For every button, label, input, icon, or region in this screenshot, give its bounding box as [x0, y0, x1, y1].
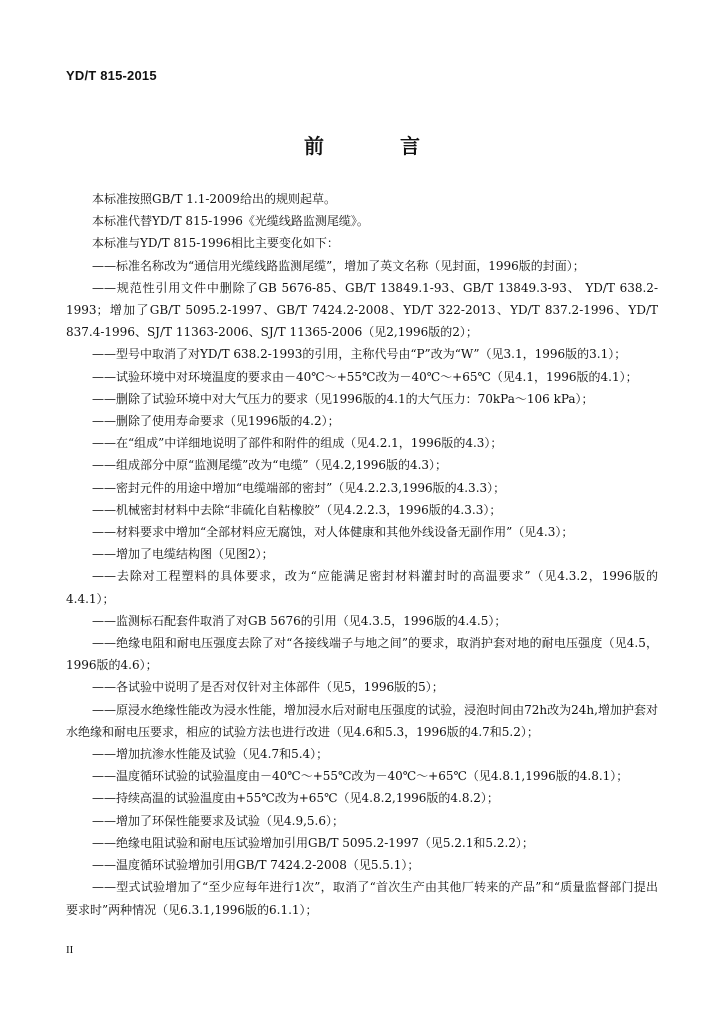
- change-item: ——型号中取消了对YD/T 638.2-1993的引用，主称代号由“P”改为“W”（见3.1，1996版的3.1）；: [92, 347, 627, 362]
- foreword-body: [66, 188, 658, 921]
- standard-code: YD/T 815-2015: [66, 68, 157, 83]
- paragraph: 本标准按照GB/T 1.1-2009给出的规则起草。: [92, 192, 336, 206]
- change-item: ——温度循环试验增加引用GB/T 7424.2-2008（见5.5.1）；: [92, 858, 420, 873]
- change-item: ——试验环境中对环境温度的要求由－40℃～+55℃改为－40℃～+65℃（见4.1，1996版的4.1）；: [92, 369, 638, 384]
- change-item: ——增加了环保性能要求及试验（见4.9,5.6）；: [92, 813, 344, 828]
- change-item: ——删除了使用寿命要求（见1996版的4.2）；: [92, 414, 340, 429]
- change-item: ——标准名称改为“通信用光缆线路监测尾缆”，增加了英文名称（见封面，1996版的封面）；: [92, 258, 585, 273]
- paragraph: 本标准代替YD/T 815-1996《光缆线路监测尾缆》。: [92, 214, 369, 229]
- change-item: ——删除了试验环境中对大气压力的要求（见1996版的4.1的大气压力：70kPa～106 kPa）；: [92, 391, 594, 406]
- change-item: ——在“组成”中详细地说明了部件和附件的组成（见4.2.1，1996版的4.3）；: [92, 436, 503, 451]
- paragraph: 本标准与YD/T 815-1996相比主要变化如下：: [92, 236, 339, 251]
- change-item: ——组成部分中原“监测尾缆”改为“电缆”（见4.2,1996版的4.3）；: [92, 458, 448, 473]
- change-item: ——绝缘电阻和耐电压强度去除了对“各接线端子与地之间”的要求，取消护套对地的耐电压强度（见4.5，1996版的4.6）；: [66, 636, 658, 673]
- change-item: ——增加抗渗水性能及试验（见4.7和5.4）；: [92, 747, 329, 762]
- change-item: ——原浸水绝缘性能改为浸水性能，增加浸水后对耐电压强度的试验，浸泡时间由72h改为24h,增加护套对水绝缘和耐电压要求，相应的试验方法也进行改进（见4.6和5.3，1996版的4.7和5.2）；: [66, 702, 658, 739]
- change-item: ——材料要求中增加“全部材料应无腐蚀，对人体健康和其他外线设备无副作用”（见4.3）；: [92, 525, 574, 540]
- change-item: ——型式试验增加了“至少应每年进行1次”，取消了“首次生产由其他厂转来的产品”和“质量监督部门提出要求时”两种情况（见6.3.1,1996版的6.1.1）；: [66, 880, 658, 917]
- change-item: ——机械密封材料中去除“非硫化自粘橡胶”（见4.2.2.3，1996版的4.3.3）；: [92, 502, 502, 517]
- change-item: ——增加了电缆结构图（见图2）；: [92, 547, 274, 562]
- change-item: ——去除对工程塑料的具体要求，改为“应能满足密封材料灌封时的高温要求”（见4.3.2，1996版的4.4.1）；: [66, 569, 658, 606]
- change-item: ——规范性引用文件中删除了GB 5676-85、GB/T 13849.1-93、GB/T 13849.3-93、 YD/T 638.2-1993；增加了GB/T 5095.2-1997、GB/T 7424.2-2008、YD/T 322-2013、YD/T 837.2-1996、YD/T 837.4-1996、SJ/T 11363-2006、SJ/T 11365-2006（见2,1996版的2）；: [66, 280, 658, 340]
- change-item: ——监测标石配套件取消了对GB 5676的引用（见4.3.5，1996版的4.4.5）；: [92, 613, 507, 628]
- change-item: ——温度循环试验的试验温度由－40℃～+55℃改为－40℃～+65℃（见4.8.1,1996版的4.8.1）；: [92, 769, 629, 784]
- page-number: II: [66, 944, 74, 956]
- change-item: ——各试验中说明了是否对仅针对主体部件（见5，1996版的5）；: [92, 680, 444, 695]
- change-item: ——持续高温的试验温度由+55℃改为+65℃（见4.8.2,1996版的4.8.2）；: [92, 791, 499, 806]
- change-item: ——密封元件的用途中增加“电缆端部的密封”（见4.2.2.3,1996版的4.3.3）；: [92, 480, 506, 495]
- page-title: 前 言: [304, 134, 448, 158]
- change-item: ——绝缘电阻试验和耐电压试验增加引用GB/T 5095.2-1997（见5.2.1和5.2.2）；: [92, 835, 534, 850]
